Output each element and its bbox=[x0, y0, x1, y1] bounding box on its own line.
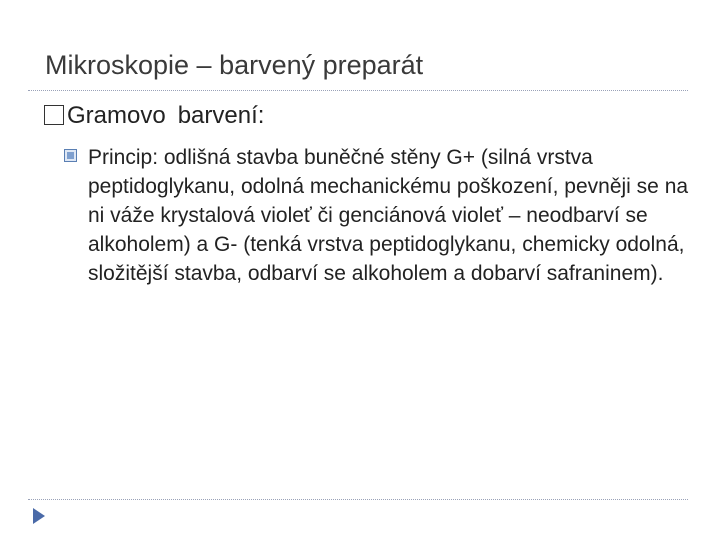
navigation-arrow-icon[interactable] bbox=[32, 507, 46, 525]
heading-subtitle: barvení: bbox=[177, 102, 265, 129]
title-divider bbox=[28, 90, 688, 91]
principle-item bbox=[64, 143, 694, 288]
square-bullet-icon bbox=[44, 105, 64, 125]
principle-text: odlišná stavba buněčné stěny G+ (silná vrstva peptidoglykanu, odolná mechanickému poškození, pevněji se na ni váže krystalová violeť či genciánová violeť – neodbarví se alkoholem) a G- (tenká vrstva peptidoglykanu, chemicky odolná, složitější stavba, odbarví se alkoholem a dobarví safraninem). bbox=[88, 146, 689, 285]
slide-title: Mikroskopie – barvený preparát bbox=[45, 50, 424, 80]
heading-label: Gramovo bbox=[67, 102, 166, 129]
principle-label: Princip: bbox=[88, 146, 159, 169]
principle-text-block bbox=[64, 143, 694, 288]
footer-divider bbox=[28, 499, 688, 500]
heading-bullet-line bbox=[44, 102, 264, 130]
blue-square-bullet-icon bbox=[64, 149, 77, 162]
